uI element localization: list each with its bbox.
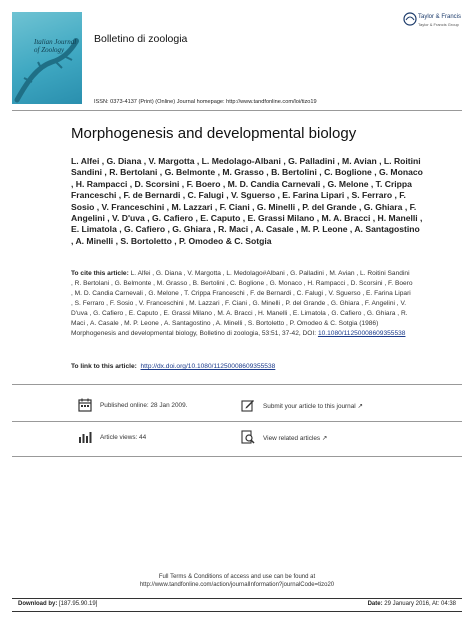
published-date-text: Published online: 28 Jan 2009. bbox=[100, 402, 188, 409]
info-bottom-divider bbox=[12, 456, 462, 457]
issn-homepage-line: ISSN: 0373-4137 (Print) (Online) Journal homepage: http://www.tandfonline.com/loi/tizo19 bbox=[94, 99, 317, 105]
journal-cover-image bbox=[12, 12, 82, 104]
pencil-icon bbox=[241, 398, 255, 412]
citation-label: To cite this article: bbox=[71, 270, 129, 277]
info-top-divider bbox=[12, 384, 462, 385]
citation-text: L. Alfei , G. Diana , V. Margotta , L. Medolago#Albani , G. Palladini , M. Avian , L. Roitini Sandini , R. Bertolani , G. Belmonte , M. Grasso , B. Bertolini , C. Boglione , G. Monaco , H. Rampacci , D. Scorsini , F. Boero , M. D. Candia Carnevali , G. Melone , T. Crippa Franceschi , F. de Bernardi , C. Falugi , V. Sguerso , E. Farina Lipari , S. Ferraro , F. Sosio , V. Franceschini , M. Lazzari , F. Ciani , G. Minelli , P. del Grande , G. Ghiara , F. Angelini , V. D'uva , G. Cafiero , E. Caputo , E. Grassi Milano , M. A. Bracci , H. Manelli , E. Limatola , G. Cafiero , G. Ghiara , R. Maci , A. Casale , M. P. Leone , A. Santagostino , A. Minelli , S. Bortoletto , P. Omodeo & C. Sotgia (1986) Morphogenesis and developmental biology, Bolletino di zoologia, 53:51, 37-42, DOI: bbox=[71, 270, 413, 337]
submit-article-label bbox=[263, 402, 363, 410]
related-articles-link[interactable] bbox=[241, 430, 391, 446]
article-title: Morphogenesis and developmental biology bbox=[71, 125, 357, 142]
article-views-item bbox=[78, 430, 228, 446]
submit-article-link[interactable] bbox=[241, 398, 391, 414]
author-list: L. Alfei , G. Diana , V. Margotta , L. Medolago-Albani , G. Palladini , M. Avian , L. Roitini Sandini , R. Bertolani , G. Belmonte , M. Grasso , B. Bertolini , C. Boglione , G. Monaco , H. Rampacci , D. Scorsini , F. Boero , M. D. Candia Carnevali , G. Melone , T. Crippa Franceschi , F. de Bernardi , C. Falugi , V. Sguerso , E. Farina Lipari , S. Ferraro , F. Sosio , V. Franceschini , M. Lazzari , F. Ciani , G. Minelli , P. del Grande , G. Ghiara , F. Angelini , V. D'uva , G. Cafiero , E. Caputo , E. Grassi Milano , M. A. Bracci , H. Manelli , E. Limatola , G. Cafiero , G. Ghiara , R. Maci , A. Casale , M. P. Leone , A. Santagostino , A. Minelli , S. Bortoletto , P. Omodeo & C. Sotgia bbox=[71, 156, 423, 246]
calendar-icon bbox=[78, 398, 92, 412]
article-views-text: Article views: 44 bbox=[100, 434, 147, 441]
terms-line: Full Terms & Conditions of access and use can be found at bbox=[158, 574, 316, 580]
citation-doi-link[interactable]: 10.1080/11250008609355538 bbox=[317, 330, 406, 337]
info-middle-divider bbox=[12, 421, 462, 422]
bar-chart-icon bbox=[78, 430, 92, 444]
publisher-logo-subtitle: Taylor & Francis Group bbox=[418, 22, 459, 27]
header-divider bbox=[12, 110, 462, 111]
published-online-item bbox=[78, 398, 228, 414]
related-articles-label bbox=[263, 434, 327, 442]
publisher-logo-name: Taylor & Francis bbox=[418, 14, 462, 20]
external-link-icon: ↗ bbox=[321, 435, 328, 442]
article-link-url[interactable]: http://dx.doi.org/10.1080/11250008609355538 bbox=[140, 363, 276, 370]
download-info bbox=[18, 601, 97, 607]
search-document-icon bbox=[241, 430, 255, 444]
related-articles-text: View related articles bbox=[263, 435, 321, 442]
journal-name[interactable]: Bolletino di zoologia bbox=[94, 33, 188, 45]
publisher-logo-icon bbox=[403, 12, 417, 26]
download-label: Download by: bbox=[18, 601, 58, 607]
citation-block bbox=[71, 269, 413, 339]
terms-url[interactable]: http://www.tandfonline.com/action/journalInformation?journalCode=tizo20 bbox=[139, 582, 335, 588]
date-value: 29 January 2016, At: 04:38 bbox=[382, 601, 456, 607]
download-info-bar bbox=[12, 598, 462, 612]
submit-article-text: Submit your article to this journal bbox=[263, 403, 356, 410]
date-label: Date: bbox=[367, 601, 383, 607]
external-link-icon: ↗ bbox=[357, 403, 363, 410]
publisher-logo bbox=[403, 12, 463, 36]
cover-title: Italian Journal of Zoology bbox=[34, 38, 77, 54]
article-link-line bbox=[71, 363, 275, 370]
download-date bbox=[368, 601, 456, 607]
terms-footer bbox=[0, 573, 474, 589]
article-link-label: To link to this article: bbox=[71, 363, 137, 370]
lizard-illustration bbox=[12, 12, 82, 104]
download-ip: [187.95.90.19] bbox=[57, 601, 98, 607]
